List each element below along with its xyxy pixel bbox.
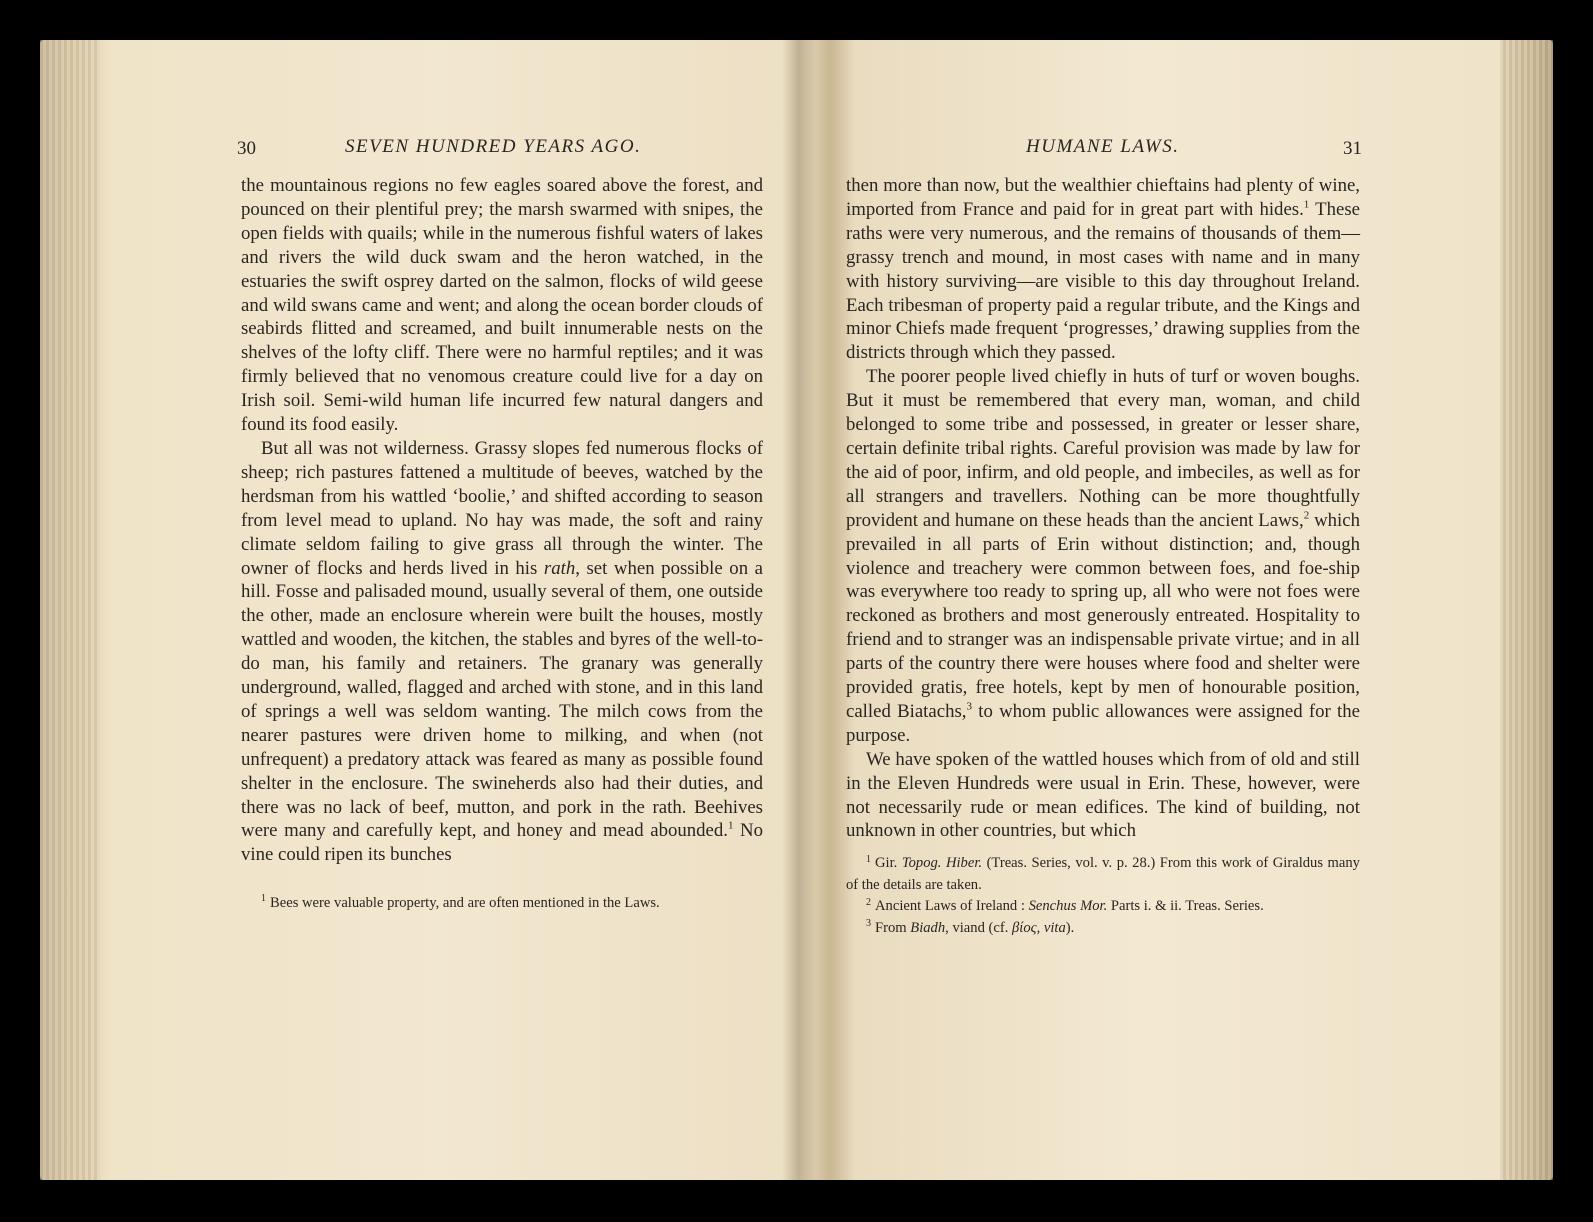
footnote-reference: 1 <box>727 820 734 833</box>
left-page <box>237 132 763 915</box>
italic-text: βίος, vita <box>1012 919 1066 936</box>
footnote-text: Bees were valuable property, and are often mentioned in the Laws. <box>270 895 660 912</box>
italic-text: Topog. Hiber. <box>901 855 983 872</box>
left-footnotes <box>241 893 763 915</box>
running-head-title: HUMANE LAWS. <box>1026 136 1180 157</box>
text-run: , set when possible on a hill. Fosse and palisaded mound, usually several of them, one outside the other, made an enclosure wherein were built the houses, mostly wattled and wooden, the kitchen, the stables and byres of the well-to-do man, his family and retainers. The granary was generally underground, walled, flagged and arched with stone, and in this land of springs a well was seldom wanting. The milch cows from the nearer pastures were driven home to milking, and when (not unfrequent) a predatory attack was feared as many as possible found shelter in the enclosure. The swineherds also had their duties, and there was no lack of beef, mutton, and pork in the rath. Beehives were many and carefully kept, and honey and mead abounded. <box>241 557 763 842</box>
footnote-text: Parts i. & ii. Treas. Series. <box>1107 898 1264 915</box>
footnote <box>846 896 1360 918</box>
footnote-text: Gir. <box>875 855 902 872</box>
book-gutter <box>782 40 816 1180</box>
right-body-text <box>846 174 1360 843</box>
text-run: which prevailed in all parts of Erin without distinction; and, though violence and treachery were common between foes, and foe-ship was everywhere too ready to spring up, all who were not foes were reckoned as brothers and most generously entreated. Hospitality to friend and to stranger was an indispensable private virtue; and in all parts of the country there were houses where food and shelter were provided gratis, free hotels, kept by men of honourable position, called Biatachs, <box>846 509 1360 722</box>
text-run: No vine could ripen its bunches <box>241 820 763 866</box>
footnote <box>241 893 763 915</box>
footnote-text: ). <box>1065 919 1075 936</box>
paragraph <box>846 365 1360 748</box>
footnote-text: From <box>875 919 911 936</box>
footnote <box>846 853 1360 896</box>
footnote-text: , viand (cf. <box>945 919 1013 936</box>
text-run: The poorer people lived chiefly in huts of turf or woven boughs. But it must be remembered that every man, woman, and child belonged to some tribe and possessed, in greater or lesser share, certain definite tribal rights. Careful provision was made by law for the aid of poor, infirm, and old people, and imbeciles, as well as for all strangers and travellers. Nothing can be more thoughtfully provident and humane on these heads than the ancient Laws, <box>846 366 1360 531</box>
footnote-mark: 1 <box>866 853 871 865</box>
right-running-head <box>846 132 1360 162</box>
text-run: to whom public allowances were assigned for the purpose. <box>846 700 1360 746</box>
footnote <box>846 918 1360 940</box>
text-run: then more than now, but the wealthier chieftains had plenty of wine, imported from France and paid for in great part with hides. <box>846 175 1360 220</box>
right-page <box>846 132 1360 939</box>
footnote-reference: 1 <box>1303 198 1310 211</box>
footnote-text: Ancient Laws of Ireland : <box>875 898 1029 915</box>
paragraph <box>846 174 1360 365</box>
italic-text: rath <box>543 557 576 579</box>
paragraph <box>241 437 763 867</box>
footnote-reference: 2 <box>1303 509 1310 522</box>
footnote-mark: 1 <box>261 893 266 905</box>
page-edges-right <box>1500 40 1553 1180</box>
left-body-text <box>241 174 763 867</box>
page-number: 30 <box>237 138 256 159</box>
footnote-mark: 2 <box>866 896 871 908</box>
running-head-title: SEVEN HUNDRED YEARS AGO. <box>345 136 642 157</box>
italic-text: Biadh <box>910 919 946 936</box>
right-footnotes <box>846 853 1360 939</box>
footnote-mark: 3 <box>866 918 871 930</box>
page-number: 31 <box>1343 138 1362 159</box>
italic-text: Senchus Mor. <box>1028 898 1108 915</box>
text-run: These raths were very numerous, and the remains of thousands of them—grassy trench and mound, in most cases with name and in many with history surviving—are visible to this day throughout Ireland. Each tribesman of property paid a regular tribute, and the Kings and minor Chiefs made frequent ‘progresses,’ drawing supplies from the districts through which they passed. <box>846 198 1360 364</box>
footnote-reference: 3 <box>966 700 972 713</box>
left-running-head <box>237 132 763 162</box>
footnote-text: (Treas. Series, vol. v. p. 28.) From this work of Giraldus many of the details are taken. <box>846 855 1360 893</box>
page-edges-left <box>40 40 100 1180</box>
text-run: But all was not wilderness. Grassy slopes fed numerous flocks of sheep; rich pastures fattened a multitude of beeves, watched by the herdsman from his wattled ‘boolie,’ and shifted according to season from level mead to upland. No hay was made, the soft and rainy climate seldom failing to give grass all through the winter. The owner of flocks and herds lived in his <box>241 437 763 579</box>
paragraph: the mountainous regions no few eagles soared above the forest, and pounced on their plentiful prey; the marsh swarmed with snipes, the open fields with quails; while in the numerous fishful waters of lakes and rivers the wild duck swam and the heron watched, in the estuaries the swift osprey darted on the salmon, flocks of wild geese and wild swans came and went; and along the ocean border clouds of seabirds flitted and screamed, and built innumerable nests on the shelves of the lofty cliff. There were no harmful reptiles; and it was firmly believed that no venomous creature could live for a day on Irish soil. Semi-wild human life incurred few natural dangers and found its food easily. <box>241 175 763 436</box>
paragraph: We have spoken of the wattled houses which from of old and still in the Eleven Hundreds were usual in Erin. These, however, were not necessarily rude or mean edifices. The kind of building, not unknown in other countries, but which <box>846 748 1360 842</box>
